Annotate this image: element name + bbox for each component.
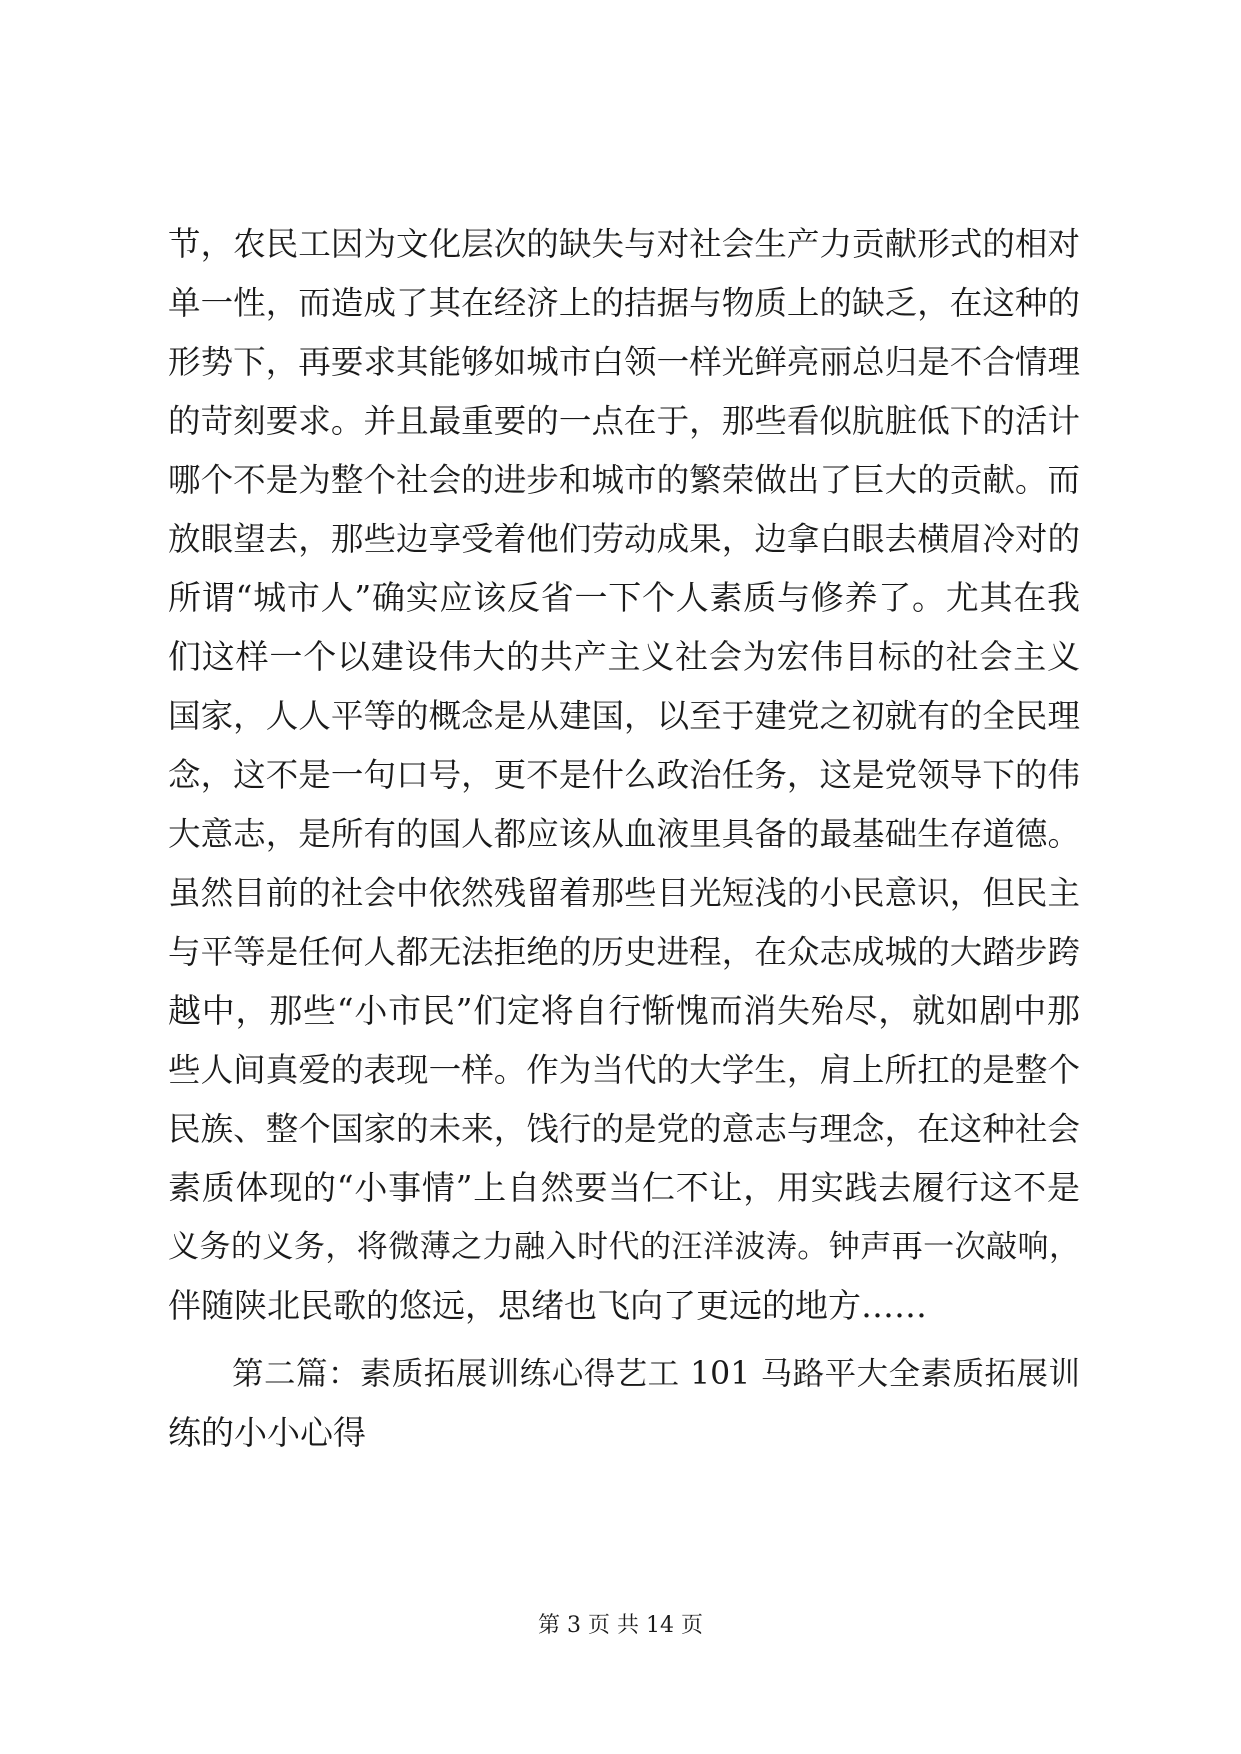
body-text-line: 越中，那些“小市民”们定将自行惭愧而消失殆尽，就如剧中那 [168, 991, 1080, 1030]
body-text-line: 放眼望去，那些边享受着他们劳动成果，边拿白眼去横眉冷对的 [168, 520, 1080, 558]
body-text-line: 念，这不是一句口号，更不是什么政治任务，这是党领导下的伟 [168, 756, 1080, 794]
section-heading-line: 练的小小心得 [168, 1413, 366, 1452]
body-text-line: 伴随陕北民歌的悠远，思绪也飞向了更远的地方…… [168, 1286, 927, 1325]
body-text-line: 节，农民工因为文化层次的缺失与对社会生产力贡献形式的相对 [168, 225, 1080, 263]
section-heading-line: 第二篇：素质拓展训练心得艺工 101 马路平大全素质拓展训 [232, 1356, 1080, 1392]
body-text-line: 大意志，是所有的国人都应该从血液里具备的最基础生存道德。 [168, 815, 1080, 853]
body-text-line: 的苛刻要求。并且最重要的一点在于，那些看似肮脏低下的活计 [168, 402, 1080, 440]
body-text-line: 所谓“城市人”确实应该反省一下个人素质与修养了。尤其在我 [168, 578, 1080, 617]
body-text-line: 民族、整个国家的未来，饯行的是党的意志与理念，在这种社会 [168, 1110, 1080, 1148]
page-number-footer: 第 3 页 共 14 页 [538, 1613, 703, 1638]
body-text-line: 单一性，而造成了其在经济上的拮据与物质上的缺乏，在这种的 [168, 284, 1080, 322]
body-text-line: 素质体现的“小事情”上自然要当仁不让，用实践去履行这不是 [168, 1168, 1080, 1207]
body-text-line: 们这样一个以建设伟大的共产主义社会为宏伟目标的社会主义 [168, 637, 1080, 676]
body-text-line: 些人间真爱的表现一样。作为当代的大学生，肩上所扛的是整个 [168, 1051, 1080, 1089]
body-text-line: 虽然目前的社会中依然残留着那些目光短浅的小民意识，但民主 [168, 874, 1080, 912]
body-text-line: 义务的义务，将微薄之力融入时代的汪洋波涛。钟声再一次敲响， [168, 1229, 1080, 1265]
body-text-line: 与平等是任何人都无法拒绝的历史进程，在众志成城的大踏步跨 [168, 933, 1080, 971]
body-text-line: 哪个不是为整个社会的进步和城市的繁荣做出了巨大的贡献。而 [168, 461, 1080, 499]
body-text-line: 国家，人人平等的概念是从建国，以至于建党之初就有的全民理 [168, 697, 1080, 735]
body-text-line: 形势下，再要求其能够如城市白领一样光鲜亮丽总归是不合情理 [168, 343, 1080, 381]
